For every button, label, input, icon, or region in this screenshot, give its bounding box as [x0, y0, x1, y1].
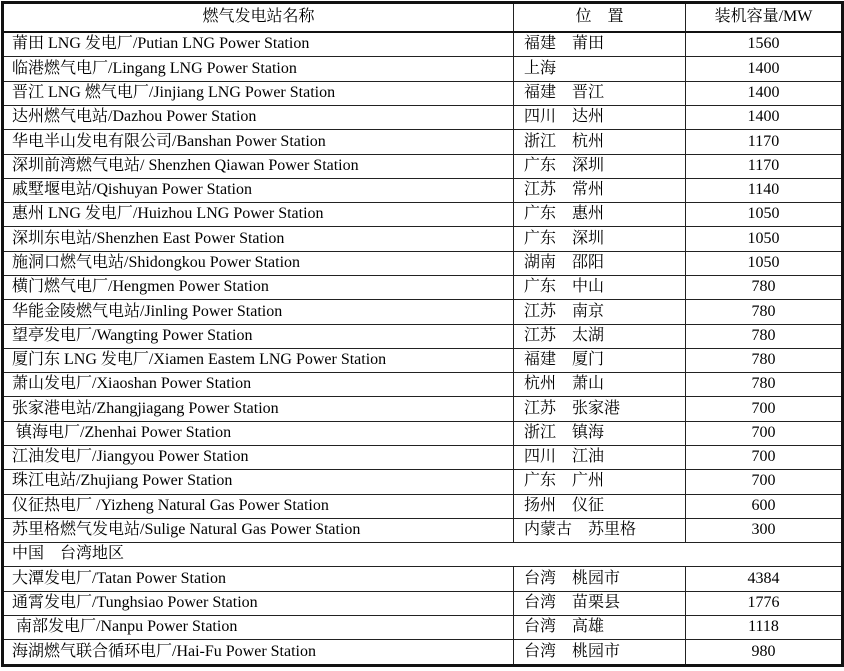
station-name-cell: 深圳东电站/Shenzhen East Power Station — [3, 227, 514, 251]
table-row — [3, 106, 843, 130]
capacity-cell: 1118 — [686, 615, 843, 639]
table-row — [3, 470, 843, 494]
col-header-capacity: 装机容量/MW — [686, 3, 843, 33]
location-cell: 江苏 南京 — [514, 300, 686, 324]
location-cell: 台湾 桃园市 — [514, 567, 686, 591]
table-row — [3, 397, 843, 421]
location-cell: 江苏 张家港 — [514, 397, 686, 421]
capacity-cell: 4384 — [686, 567, 843, 591]
table-row — [3, 81, 843, 105]
station-name-cell: 华电半山发电有限公司/Banshan Power Station — [3, 130, 514, 154]
station-name-cell: 临港燃气电厂/Lingang LNG Power Station — [3, 57, 514, 81]
table-body — [3, 32, 843, 666]
capacity-cell: 980 — [686, 640, 843, 666]
station-name-cell: 南部发电厂/Nanpu Power Station — [3, 615, 514, 639]
location-cell: 内蒙古 苏里格 — [514, 518, 686, 542]
capacity-cell: 700 — [686, 421, 843, 445]
location-cell: 广东 广州 — [514, 470, 686, 494]
table-row — [3, 421, 843, 445]
station-name-cell: 望亭发电厂/Wangting Power Station — [3, 324, 514, 348]
station-name-cell: 张家港电站/Zhangjiagang Power Station — [3, 397, 514, 421]
capacity-cell: 1776 — [686, 591, 843, 615]
capacity-cell: 780 — [686, 300, 843, 324]
capacity-cell: 700 — [686, 470, 843, 494]
station-name-cell: 萧山发电厂/Xiaoshan Power Station — [3, 373, 514, 397]
col-header-station-name: 燃气发电站名称 — [3, 3, 514, 33]
section-label: 中国 台湾地区 — [3, 543, 843, 567]
capacity-cell: 1170 — [686, 130, 843, 154]
table-header — [3, 3, 843, 33]
location-cell: 浙江 镇海 — [514, 421, 686, 445]
location-cell: 浙江 杭州 — [514, 130, 686, 154]
location-cell: 广东 深圳 — [514, 154, 686, 178]
station-name-cell: 晋江 LNG 燃气电厂/Jinjiang LNG Power Station — [3, 81, 514, 105]
capacity-cell: 1140 — [686, 178, 843, 202]
station-name-cell: 珠江电站/Zhujiang Power Station — [3, 470, 514, 494]
table-row — [3, 130, 843, 154]
station-name-cell: 横门燃气电厂/Hengmen Power Station — [3, 276, 514, 300]
table-row — [3, 494, 843, 518]
station-name-cell: 戚墅堰电站/Qishuyan Power Station — [3, 178, 514, 202]
capacity-cell: 1400 — [686, 81, 843, 105]
table-row — [3, 57, 843, 81]
table-row — [3, 567, 843, 591]
capacity-cell: 780 — [686, 324, 843, 348]
location-cell: 台湾 高雄 — [514, 615, 686, 639]
station-name-cell: 镇海电厂/Zhenhai Power Station — [3, 421, 514, 445]
table-row — [3, 32, 843, 57]
capacity-cell: 1560 — [686, 32, 843, 57]
table-row — [3, 251, 843, 275]
station-name-cell: 苏里格燃气发电站/Sulige Natural Gas Power Station — [3, 518, 514, 542]
capacity-cell: 1050 — [686, 203, 843, 227]
location-cell: 上海 — [514, 57, 686, 81]
location-cell: 广东 中山 — [514, 276, 686, 300]
table-row — [3, 178, 843, 202]
table-row — [3, 203, 843, 227]
table-row — [3, 154, 843, 178]
location-cell: 四川 达州 — [514, 106, 686, 130]
station-name-cell: 江油发电厂/Jiangyou Power Station — [3, 445, 514, 469]
capacity-cell: 1400 — [686, 106, 843, 130]
table-row — [3, 518, 843, 542]
station-name-cell: 莆田 LNG 发电厂/Putian LNG Power Station — [3, 32, 514, 57]
capacity-cell: 600 — [686, 494, 843, 518]
capacity-cell: 780 — [686, 373, 843, 397]
capacity-cell: 780 — [686, 276, 843, 300]
capacity-cell: 1050 — [686, 227, 843, 251]
location-cell: 福建 厦门 — [514, 348, 686, 372]
station-name-cell: 厦门东 LNG 发电厂/Xiamen Eastem LNG Power Station — [3, 348, 514, 372]
table-row — [3, 445, 843, 469]
station-name-cell: 达州燃气电站/Dazhou Power Station — [3, 106, 514, 130]
station-name-cell: 仪征热电厂 /Yizheng Natural Gas Power Station — [3, 494, 514, 518]
location-cell: 湖南 邵阳 — [514, 251, 686, 275]
table-row — [3, 227, 843, 251]
station-name-cell: 施洞口燃气电站/Shidongkou Power Station — [3, 251, 514, 275]
location-cell: 四川 江油 — [514, 445, 686, 469]
station-name-cell: 大潭发电厂/Tatan Power Station — [3, 567, 514, 591]
location-cell: 广东 惠州 — [514, 203, 686, 227]
header-row — [3, 3, 843, 33]
capacity-cell: 780 — [686, 348, 843, 372]
location-cell: 福建 莆田 — [514, 32, 686, 57]
location-cell: 江苏 常州 — [514, 178, 686, 202]
capacity-cell: 300 — [686, 518, 843, 542]
table-row — [3, 324, 843, 348]
col-header-location: 位 置 — [514, 3, 686, 33]
station-name-cell: 惠州 LNG 发电厂/Huizhou LNG Power Station — [3, 203, 514, 227]
capacity-cell: 700 — [686, 397, 843, 421]
capacity-cell: 1050 — [686, 251, 843, 275]
table-row — [3, 276, 843, 300]
section-row — [3, 543, 843, 567]
table-row — [3, 300, 843, 324]
table-row — [3, 373, 843, 397]
capacity-cell: 1400 — [686, 57, 843, 81]
location-cell: 扬州 仪征 — [514, 494, 686, 518]
location-cell: 台湾 桃园市 — [514, 640, 686, 666]
location-cell: 杭州 萧山 — [514, 373, 686, 397]
capacity-cell: 1170 — [686, 154, 843, 178]
capacity-cell: 700 — [686, 445, 843, 469]
station-name-cell: 海湖燃气联合循环电厂/Hai-Fu Power Station — [3, 640, 514, 666]
location-cell: 福建 晋江 — [514, 81, 686, 105]
power-stations-table — [1, 1, 844, 667]
station-name-cell: 深圳前湾燃气电站/ Shenzhen Qiawan Power Station — [3, 154, 514, 178]
station-name-cell: 通霄发电厂/Tunghsiao Power Station — [3, 591, 514, 615]
table-row — [3, 348, 843, 372]
table-row — [3, 591, 843, 615]
station-name-cell: 华能金陵燃气电站/Jinling Power Station — [3, 300, 514, 324]
location-cell: 江苏 太湖 — [514, 324, 686, 348]
table-row — [3, 640, 843, 666]
location-cell: 广东 深圳 — [514, 227, 686, 251]
location-cell: 台湾 苗栗县 — [514, 591, 686, 615]
table-row — [3, 615, 843, 639]
